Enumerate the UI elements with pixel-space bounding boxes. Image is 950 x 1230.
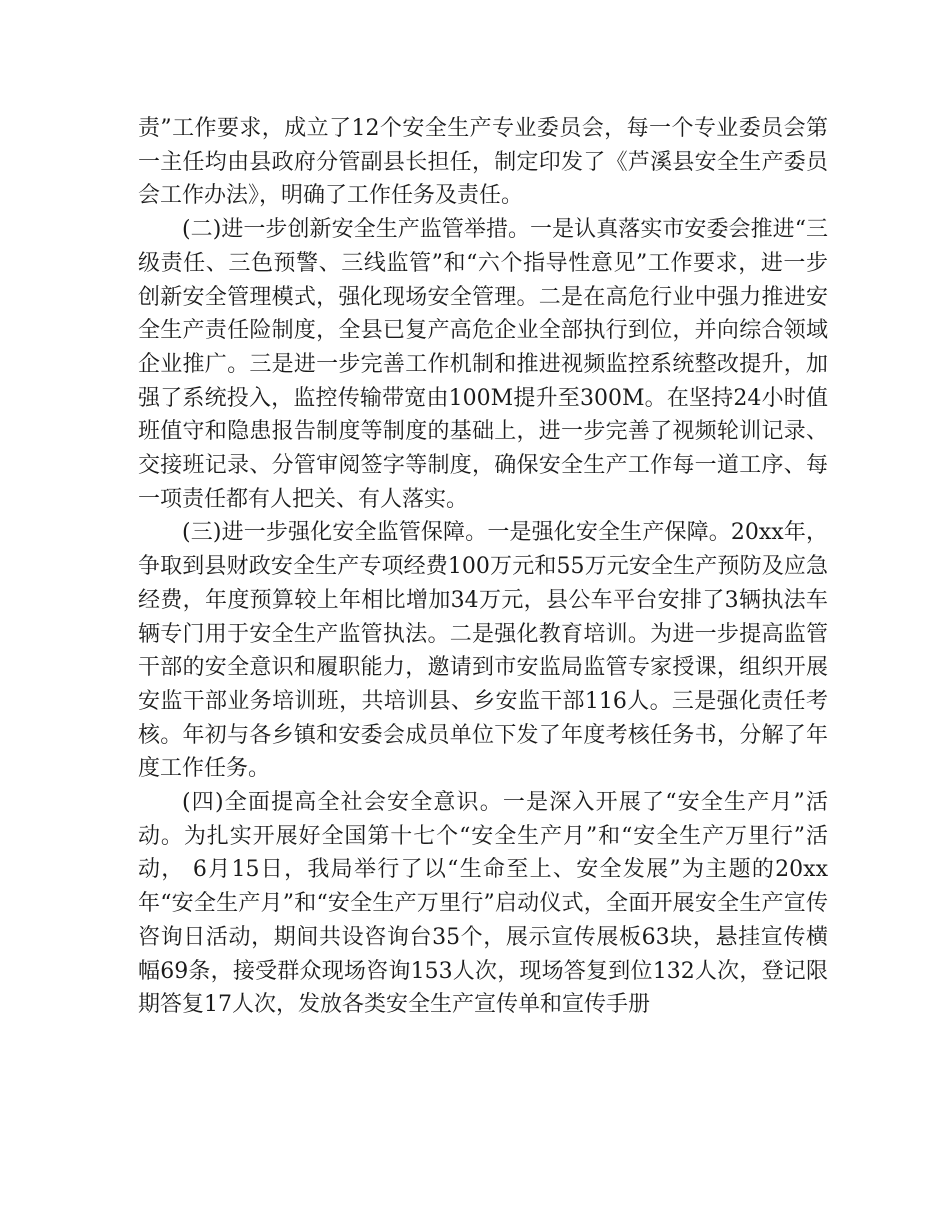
document-body <box>138 112 828 1022</box>
paragraph-section-4: (四)全面提高全社会安全意识。一是深入开展了“安全生产月”活动。为扎实开展好全国第十七个“安全生产月”和“安全生产万里行”活动， 6月15日，我局举行了以“生命至上、安全发展”为主题的20xx年“安全生产月”和“安全生产万里行”启动仪式，全面开展安全生产宣传咨询日活动，期间共设咨询台35个，展示宣传展板63块，悬挂宣传横幅69条，接受群众现场咨询153人次，现场答复到位132人次，登记限期答复17人次，发放各类安全生产宣传单和宣传手册 <box>138 790 828 1018</box>
paragraph-section-2: (二)进一步创新安全生产监管举措。一是认真落实市安委会推进“三级责任、三色预警、三线监管”和“六个指导性意见”工作要求，进一步创新安全管理模式，强化现场安全管理。二是在高危行业中强力推进安全生产责任险制度，全县已复产高危企业全部执行到位，并向综合领域企业推广。三是进一步完善工作机制和推进视频监控系统整改提升，加强了系统投入，监控传输带宽由100M提升至300M。在坚持24小时值班值守和隐患报告制度等制度的基础上，进一步完善了视频轮训记录、交接班记录、分管审阅签字等制度，确保安全生产工作每一道工序、每一项责任都有人把关、有人落实。 <box>138 217 828 512</box>
paragraph-continuation: 责”工作要求，成立了12个安全生产专业委员会，每一个专业委员会第一主任均由县政府分管副县长担任，制定印发了《芦溪县安全生产委员会工作办法》，明确了工作任务及责任。 <box>138 116 828 209</box>
paragraph-section-3: (三)进一步强化安全监管保障。一是强化安全生产保障。20xx年，争取到县财政安全生产专项经费100万元和55万元安全生产预防及应急经费，年度预算较上年相比增加34万元，县公车平台安排了3辆执法车辆专门用于安全生产监管执法。二是强化教育培训。为进一步提高监管干部的安全意识和履职能力，邀请到市安监局监管专家授课，组织开展安监干部业务培训班，共培训县、乡安监干部116人。三是强化责任考核。年初与各乡镇和安委会成员单位下发了年度考核任务书，分解了年度工作任务。 <box>138 520 828 782</box>
